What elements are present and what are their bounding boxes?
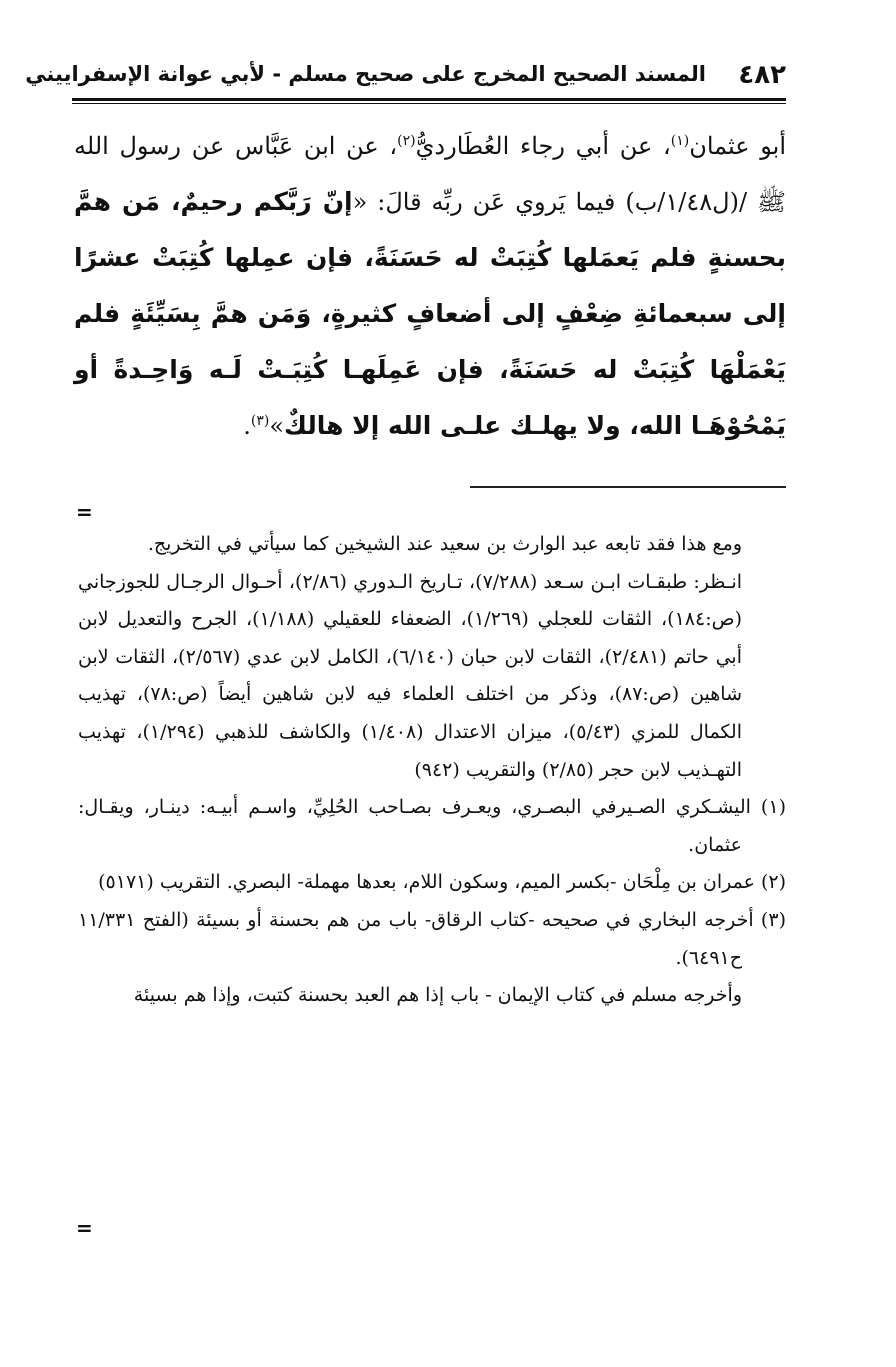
footnote-separator xyxy=(470,486,786,488)
footnote-1: (١) اليشـكري الصـيرفي البصـري، ويعـرف بصـاحب الحُلِيِّ، واسـم أبيـه: دينـار، ويقـال: عثمان. xyxy=(78,796,786,856)
narrator-chain-1: ، عن أبي رجاء العُطَارديُّ xyxy=(415,132,671,160)
footnote-2: (٢) عمران بن مِلْحَان -بكسر الميم، وسكون اللام، بعدها مهملة- البصري. التقريب (٥١٧١) xyxy=(98,871,786,894)
main-text xyxy=(74,118,786,454)
continuation-mark-top: = xyxy=(76,500,93,524)
footnotes xyxy=(78,526,786,1015)
sentence-end: . xyxy=(243,412,251,440)
continuation-mark-bottom: = xyxy=(76,1216,93,1240)
narrator-lead: أبو عثمان xyxy=(689,132,786,160)
footnote-ref-3: (٣) xyxy=(250,413,270,429)
footnote-ref-1: (١) xyxy=(670,133,690,149)
page-header xyxy=(25,56,786,96)
footnote-3-continuation: وأخرجه مسلم في كتاب الإيمان - باب إذا هم العبد بحسنة كتبت، وإذا هم بسيئة xyxy=(133,984,742,1007)
page-number: ٤٨٢ xyxy=(738,60,786,90)
narrator-chain-2: ، عن ابن عَبَّاس عن رسول الله ﷺ /(ل١/٤٨/ب) فيما يَروي عَن ربِّه قالَ: « xyxy=(74,132,787,216)
quote-close: » xyxy=(269,412,285,440)
footnote-3: (٣) أخرجه البخاري في صحيحه -كتاب الرقاق- باب من هم بحسنة أو بسيئة (الفتح ١١/٣٣١ ح٦٤٩١). xyxy=(78,908,786,969)
header-rule-thick xyxy=(72,98,786,101)
header-rule-thin xyxy=(72,103,786,104)
footnote-continuation-sources: انـظر: طبقـات ابـن سـعد (٧/٢٨٨)، تـاريخ الـدوري (٢/٨٦)، أحـوال الرجـال للجوزجاني (ص:١٨٤)، الثقات للعجلي (١/٢٦٩)، الضعفاء للعقيلي (١/١٨٨)، الجرح والتعديل لابن أبي حاتم (٢/٤٨١)، الثقات لابن حبان (٦/١٤٠)، الكامل لابن عدي (٢/٥٦٧)، الثقات لابن شاهين (ص:٨٧)، وذكر من اختلف العلماء فيه لابن شاهين أيضاً (ص:٧٨)، تهذيب الكمال للمزي (٥/٤٣)، ميزان الاعتدال (١/٤٠٨) والكاشف للذهبي (١/٢٩٤)، تهذيب التهـذيب لابن حجر (٢/٨٥) والتقريب (٩٤٢) xyxy=(78,570,743,781)
footnote-continuation-line: ومع هذا فقد تابعه عبد الوارث بن سعيد عند الشيخين كما سيأتي في التخريج. xyxy=(147,533,742,555)
hadith-text: إنّ رَبَّكم رحيمٌ، مَن همَّ بحسنةٍ فلم يَعمَلها كُتِبَتْ له حَسَنَةً، فإن عمِلها كُتِبَتْ عشرًا إلى سبعمائةِ ضِعْفٍ إلى أضعافٍ كثيرةٍ، وَمَن همَّ بِسَيِّئَةٍ فلم يَعْمَلْهَا كُتِبَتْ له حَسَنَةً، فإن عَمِلَهـا كُتِبَـتْ لَـه وَاحِـدةً أو يَمْحُوْهَـا الله، ولا يهلـك علـى الله إلا هالكٌ xyxy=(74,187,786,440)
footnote-ref-2: (٢) xyxy=(397,133,416,149)
running-title: المسند الصحيح المخرج على صحيح مسلم - لأبي عوانة الإسفراييني xyxy=(25,62,706,86)
